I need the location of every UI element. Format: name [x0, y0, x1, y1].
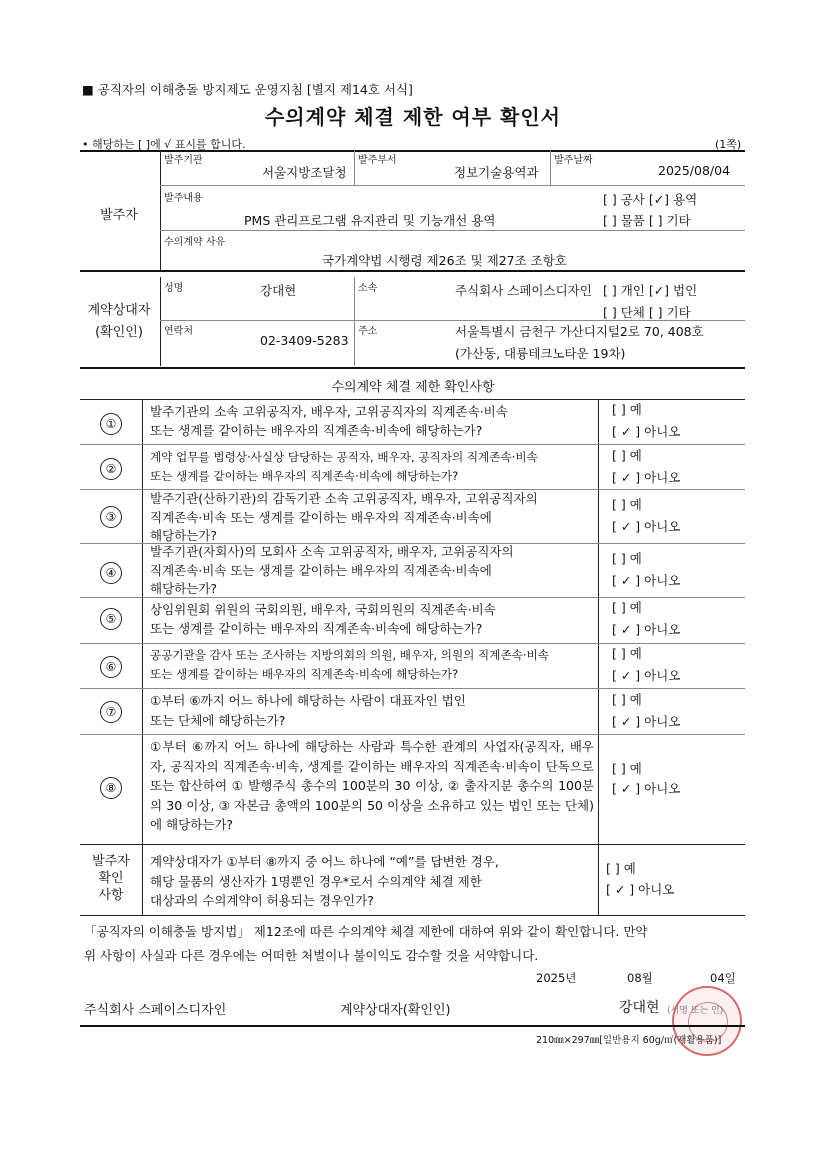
item-line: 또는 생계를 같이하는 배우자의 직계존속·비속에 해당하는가? [150, 423, 483, 438]
item-yes-checkbox[interactable]: [ ] 예 [612, 448, 642, 463]
item-no-checkbox[interactable]: [ ✓ ] 아니오 [612, 668, 681, 683]
item-yes-checkbox[interactable]: [ ] 예 [612, 497, 642, 512]
item-number: ① [100, 413, 122, 435]
date-year: 2025년 [536, 971, 577, 985]
check-header: 수의계약 체결 제한 확인사항 [331, 380, 495, 395]
reason-label: 수의계약 사유 [164, 237, 226, 248]
page-label: (1쪽) [715, 138, 742, 151]
address-line1: 서울특별시 금천구 가산디지털2로 70, 408호 [455, 324, 704, 339]
contractor-row-rule [160, 320, 745, 321]
item-line: 직계존속·비속 또는 생계를 같이하는 배우자의 직계존속·비속에 [150, 563, 492, 578]
item-number: ③ [100, 506, 122, 528]
affil-label: 소속 [358, 283, 378, 294]
signer-role: 계약상대자(확인인) [340, 1003, 451, 1018]
item-line: 또는 생계를 같이하는 배우자의 직계존속·비속에 해당하는가? [150, 621, 483, 636]
item-line: 발주기관의 소속 고위공직자, 배우자, 고위공직자의 직계존속·비속 [150, 404, 508, 419]
page-title: 수의계약 체결 제한 여부 확인서 [264, 105, 561, 129]
client-end-rule [80, 270, 745, 272]
item-line: 또는 생계를 같이하는 배우자의 직계존속·비속에 해당하는가? [150, 469, 459, 483]
final-label-line: 사항 [98, 888, 124, 903]
org-label: 발주기관 [164, 155, 203, 166]
item-yes-checkbox[interactable]: [ ] 예 [612, 402, 642, 417]
final-label-line: 발주자 [92, 854, 130, 869]
content-value: PMS 관리프로그램 유지관리 및 기능개선 용역 [244, 213, 496, 228]
item-no-checkbox[interactable]: [ ✓ ] 아니오 [612, 622, 681, 637]
final-end-rule [80, 915, 745, 916]
affil-value: 주식회사 스페이스디자인 [455, 283, 592, 298]
item-no-checkbox[interactable]: [ ✓ ] 아니오 [612, 519, 681, 534]
dept-label: 발주부서 [358, 155, 397, 166]
final-answer-column-line [598, 844, 599, 915]
contractor-end-rule [80, 367, 745, 369]
contractor-divider [160, 277, 161, 366]
item-divider [80, 688, 745, 689]
date-value: 2025/08/04 [658, 163, 731, 178]
final-yes-checkbox[interactable]: [ ] 예 [606, 861, 636, 876]
final-label-line: 확인 [98, 871, 124, 886]
signer-name: 강대현 [619, 1000, 660, 1016]
item-number: ② [100, 458, 122, 480]
item-yes-checkbox[interactable]: [ ] 예 [612, 551, 642, 566]
item-yes-checkbox[interactable]: [ ] 예 [612, 761, 642, 776]
final-no-checkbox[interactable]: [ ✓ ] 아니오 [606, 882, 675, 897]
items-end-rule [80, 844, 745, 845]
dept-value: 정보기술용역과 [454, 165, 539, 180]
item-line: ①부터 ⑥까지 어느 하나에 해당하는 사람이 대표자인 법인 [150, 693, 466, 708]
item-number: ⑦ [100, 701, 122, 723]
declaration-line: 위 사항이 사실과 다른 경우에는 어떠한 처벌이나 불이익도 감수할 것을 서약합니다. [84, 948, 539, 963]
item-no-checkbox[interactable]: [ ✓ ] 아니오 [612, 714, 681, 729]
item-no-checkbox[interactable]: [ ✓ ] 아니오 [612, 424, 681, 439]
item-line: 상임위원회 위원의 국회의원, 배우자, 국회의원의 직계존속·비속 [150, 602, 496, 617]
signer-mark: (서명 또는 인) [667, 1006, 724, 1016]
item-line: 해당하는가? [150, 528, 218, 543]
item-no-checkbox[interactable]: [ ✓ ] 아니오 [612, 573, 681, 588]
final-line: 계약상대자가 ①부터 ⑧까지 중 어느 하나에 “예”를 답변한 경우, [150, 854, 499, 869]
contractor-mid-divider [354, 277, 355, 366]
item-line: 발주기관(자회사)의 모회사 소속 고위공직자, 배우자, 고위공직자의 [150, 544, 514, 559]
item-line: 또는 단체에 해당하는가? [150, 713, 286, 728]
client-row-rule-2 [160, 230, 745, 231]
item-divider [80, 444, 745, 445]
form-note: ■ 공직자의 이해충돌 방지제도 운영지침 [별지 제14호 서식] [82, 82, 413, 97]
order-type-row2: [ ] 물품 [ ] 기타 [603, 213, 691, 228]
item-line: 또는 생계를 같이하는 배우자의 직계존속·비속에 해당하는가? [150, 667, 459, 681]
address-line2: (가산동, 대륭테크노타운 19차) [455, 346, 626, 361]
item-divider [80, 643, 745, 644]
item-number: ④ [100, 562, 122, 584]
item-no-checkbox[interactable]: [ ✓ ] 아니오 [612, 781, 681, 796]
org-value: 서울지방조달청 [262, 165, 347, 180]
contact-label: 연락처 [164, 326, 193, 337]
item-line: 직계존속·비속 또는 생계를 같이하는 배우자의 직계존속·비속에 [150, 510, 492, 525]
item-yes-checkbox[interactable]: [ ] 예 [612, 692, 642, 707]
item-number: ⑤ [100, 608, 122, 630]
date-month: 08월 [627, 971, 653, 985]
order-type-row1: [ ] 공사 [✓] 용역 [603, 192, 698, 207]
item-number: ⑧ [100, 777, 122, 799]
contractor-section-label: 계약상대자 [87, 303, 151, 318]
declaration-line: 「공직자의 이해충돌 방지법」 제12조에 따른 수의계약 체결 제한에 대하여 위와 같이 확인합니다. 만약 [84, 924, 648, 939]
content-label: 발주내용 [164, 193, 203, 204]
item-number: ⑥ [100, 656, 122, 678]
name-label: 성명 [164, 283, 184, 294]
contractor-section-sublabel: (확인인) [95, 325, 143, 340]
bottom-rule [80, 1025, 745, 1027]
item-yes-checkbox[interactable]: [ ] 예 [612, 600, 642, 615]
name-value: 강대현 [260, 283, 297, 298]
items-answer-column-line [598, 399, 599, 844]
client-row-rule [160, 185, 745, 186]
address-label: 주소 [358, 326, 378, 337]
company-name: 주식회사 스페이스디자인 [84, 1003, 227, 1018]
item-line: 해당하는가? [150, 581, 218, 596]
item-no-checkbox[interactable]: [ ✓ ] 아니오 [612, 470, 681, 485]
entity-type-row1: [ ] 개인 [✓] 법인 [603, 283, 698, 298]
date-day: 04일 [710, 971, 736, 985]
item-divider [80, 597, 745, 598]
reason-value: 국가계약법 시행령 제26조 및 제27조 조항호 [322, 253, 567, 268]
date-label: 발주날짜 [554, 155, 593, 166]
paper-spec: 210㎜×297㎜[일반용지 60g/㎡(재활용품)] [536, 1035, 722, 1046]
item-line: 계약 업무를 법령상·사실상 담당하는 공직자, 배우자, 공직자의 직계존속·비속 [150, 450, 538, 464]
item-line: 발주기관(산하기관)의 감독기관 소속 고위공직자, 배우자, 고위공직자의 [150, 491, 538, 506]
item-yes-checkbox[interactable]: [ ] 예 [612, 646, 642, 661]
final-line: 해당 물품의 생산자가 1명뿐인 경우*로서 수의계약 체결 제한 [150, 874, 482, 889]
contact-value: 02-3409-5283 [260, 333, 349, 348]
items-num-column-line [142, 399, 143, 844]
dept-divider [550, 150, 551, 185]
final-num-column-line [142, 844, 143, 915]
instruction-note: • 해당하는 [ ]에 √ 표시를 합니다. [82, 138, 246, 151]
org-divider [354, 150, 355, 185]
item-text: ①부터 ⑥까지 어느 하나에 해당하는 사람과 특수한 관계의 사업자(공직자, 배우자, 공직자의 직계존속·비속, 생계를 같이하는 배우자의 직계존속·비속이 단독으로 또는 합산하여 ① 발행주식 총수의 100분의 30 이상, ② 출자지분 총수의 100분의 30 이상, ③ 자본금 총액의 100분의 50 이상을 소유하고 있는 법인 또는 단체)에 해당하는가? [150, 739, 594, 832]
item-divider [80, 734, 745, 735]
check-header-rule [80, 399, 745, 400]
final-line: 대상과의 수의계약이 허용되는 경우인가? [150, 893, 374, 908]
entity-type-row2: [ ] 단체 [ ] 기타 [603, 305, 691, 320]
client-divider [160, 150, 161, 270]
client-section-label: 발주자 [100, 208, 138, 223]
item-line: 공공기관을 감사 또는 조사하는 지방의회의 의원, 배우자, 의원의 직계존속·비속 [150, 648, 549, 662]
